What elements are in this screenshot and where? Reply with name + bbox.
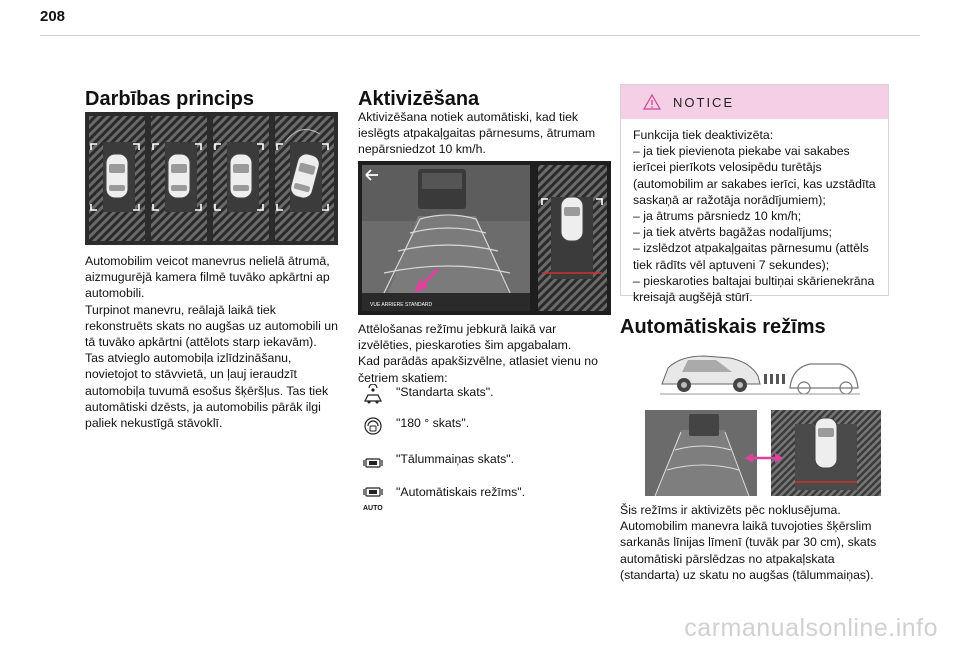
camera-screen-illustration (358, 161, 611, 315)
view-option-180 (362, 415, 602, 451)
notice-line: Funkcija tiek deaktivizēta: (633, 128, 774, 142)
activation-intro: Aktivizēšana notiek automātiski, kad tiek ieslēgts atpakaļgaitas pārnesums, ātrumam nepārsniedzot 10 km/h. (358, 110, 596, 157)
view-options-list (362, 384, 602, 518)
section-title-auto-mode: Automātiskais režīms (620, 316, 826, 338)
notice-line: – ja tiek atvērts bagāžas nodalījums; (633, 225, 832, 240)
screen-caption: VUE ARRIERE STANDARD (370, 302, 433, 308)
view-option-zoom (362, 451, 602, 484)
cars-approaching-illustration (660, 348, 860, 396)
auto-switch-illustration (645, 410, 881, 496)
page-number: 208 (40, 8, 66, 25)
activation-text (358, 321, 610, 386)
principle-text (85, 253, 343, 431)
activation-paragraph-2: Kad parādās apakšizvēlne, atlasiet vienu no četriem skatiem: (358, 354, 598, 385)
warning-icon (643, 94, 661, 110)
principle-paragraph-1: Automobilim veicot manevrus nelielā ātrumā, aizmugurējā kamera filmē tuvāko apkārtni ap automobili. (85, 254, 330, 301)
view-option-label: "180 ° skats". (396, 416, 470, 430)
view-option-label: "Standarta skats". (396, 385, 494, 399)
notice-line: – pieskaroties baltajai bultiņai skārienekrāna kreisajā augšējā stūrī. (633, 273, 875, 305)
notice-title: NOTICE (673, 94, 735, 110)
view-option-label: "Tālummaiņas skats". (396, 452, 515, 466)
top-rule (40, 35, 920, 36)
section-title-principle: Darbības princips (85, 88, 254, 110)
auto-badge: AUTO (363, 505, 383, 512)
zoom-view-icon (362, 451, 396, 478)
watermark: carmanualsonline.info (684, 614, 938, 642)
notice-line: – ja tiek pievienota piekabe vai sakabes ierīcei pierīkots velosipēdu turētājs (automobilim ar sakabes ierīci, kas uzstādīta saskaņā ar ražotāja norādījumiem); (633, 144, 876, 207)
auto-mode-text (620, 502, 890, 583)
notice-header (621, 85, 888, 119)
notice-body (621, 119, 888, 305)
principle-paragraph-3: Tas atvieglo automobiļa izlīdzināšanu, novietojot to stāvvietā, un ļauj ieraudzīt automobiļa tuvumā esošus šķēršļus. Tas tiek automātiski dzēsts, ja automobilis pārāk ilgi paliek nekustīgā stāvoklī. (85, 351, 329, 431)
top-view-sequence-illustration (85, 112, 338, 245)
auto-mode-paragraph-1: Šis režīms ir aktivizēts pēc noklusējuma. (620, 503, 841, 517)
view-option-label: "Automātiskais režīms". (396, 485, 525, 499)
view-180-icon (362, 415, 396, 442)
auto-mode-icon (362, 484, 396, 513)
notice-box (620, 84, 889, 305)
view-option-standard (362, 384, 602, 415)
notice-line: – izslēdzot atpakaļgaitas pārnesumu (attēls tiek rādīts vēl aptuveni 7 sekundes); (633, 241, 869, 272)
section-title-activation: Aktivizēšana (358, 88, 480, 110)
principle-paragraph-2: Turpinot manevru, reālajā laikā tiek rekonstruēts skats no augšas uz automobili un tā tuvāko apkārtni (attēlots starp iekavām). (85, 302, 338, 350)
double-arrow-icon (745, 453, 783, 463)
activation-paragraph-1: Attēlošanas režīmu jebkurā laikā var izvēlēties, pieskaroties šim apgabalam. (358, 322, 572, 353)
standard-view-icon (362, 384, 396, 411)
auto-mode-paragraph-2: Automobilim manevra laikā tuvojoties šķērslim sarkanās līnijas līmenī (tuvāk par 30 cm), skats automātiski pārslēdzas no atpakaļskata (standarta) uz skatu no augšas (tālummaiņas). (620, 519, 877, 582)
notice-line: – ja ātrums pārsniedz 10 km/h; (633, 209, 802, 224)
view-option-auto (362, 484, 602, 518)
